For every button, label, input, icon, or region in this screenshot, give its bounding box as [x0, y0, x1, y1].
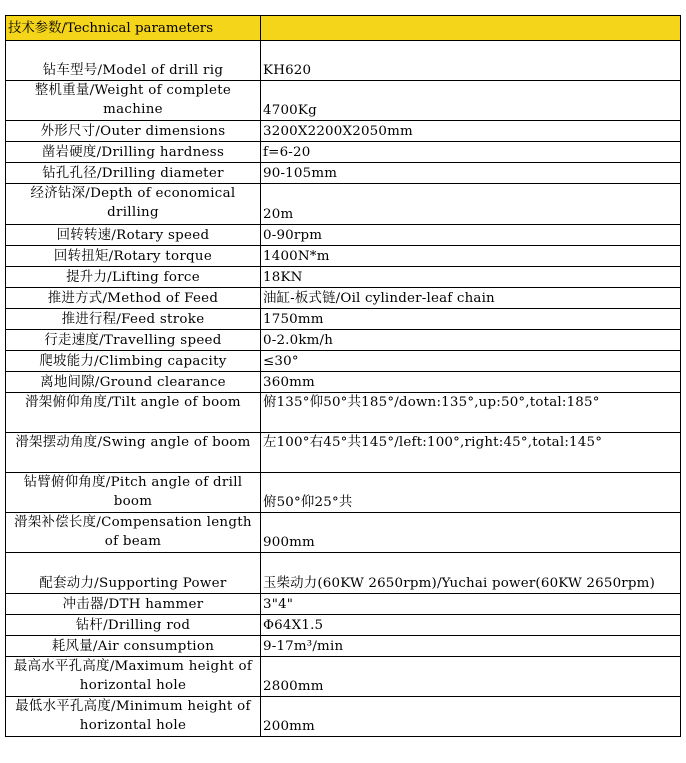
parameter-label: 冲击器/DTH hammer	[6, 594, 261, 615]
parameter-value: Φ64X1.5	[261, 615, 681, 636]
table-row	[6, 393, 681, 433]
parameter-value: 1750mm	[261, 309, 681, 330]
table-row	[6, 433, 681, 473]
parameter-label: 提升力/Lifting force	[6, 267, 261, 288]
table-header-filler	[261, 16, 681, 41]
parameter-value: 玉柴动力(60KW 2650rpm)/Yuchai power(60KW 2650rpm)	[261, 553, 681, 594]
parameter-value: 200mm	[261, 697, 681, 737]
parameter-label: 推进方式/Method of Feed	[6, 288, 261, 309]
parameter-label: 钻车型号/Model of drill rig	[6, 41, 261, 81]
parameter-label: 滑架俯仰角度/Tilt angle of boom	[6, 393, 261, 433]
table-row	[6, 163, 681, 184]
table-row	[6, 309, 681, 330]
table-row	[6, 513, 681, 553]
parameter-label: 离地间隙/Ground clearance	[6, 372, 261, 393]
parameter-label: 外形尺寸/Outer dimensions	[6, 121, 261, 142]
parameter-value: 4700Kg	[261, 81, 681, 121]
parameter-value: 左100°右45°共145°/left:100°,right:45°,total:145°	[261, 433, 681, 473]
table-row	[6, 288, 681, 309]
parameter-value: 0-90rpm	[261, 225, 681, 246]
parameter-value: 1400N*m	[261, 246, 681, 267]
parameter-value: 3200X2200X2050mm	[261, 121, 681, 142]
table-row	[6, 225, 681, 246]
table-header-title: 技术参数/Technical parameters	[6, 16, 261, 41]
parameter-label: 钻孔孔径/Drilling diameter	[6, 163, 261, 184]
parameter-value: 20m	[261, 184, 681, 225]
table-header-row	[6, 16, 681, 41]
parameter-value: ≤30°	[261, 351, 681, 372]
parameter-value: 俯135°仰50°共185°/down:135°,up:50°,total:185°	[261, 393, 681, 433]
parameter-label: 最低水平孔高度/Minimum height of horizontal hole	[6, 697, 261, 737]
table-row	[6, 81, 681, 121]
parameter-value: 2800mm	[261, 657, 681, 697]
parameter-label: 经济钻深/Depth of economical drilling	[6, 184, 261, 225]
parameter-value: 3"4"	[261, 594, 681, 615]
table-row	[6, 473, 681, 513]
table-row	[6, 594, 681, 615]
parameter-label: 钻臂俯仰角度/Pitch angle of drill boom	[6, 473, 261, 513]
table-row	[6, 121, 681, 142]
parameter-value: 900mm	[261, 513, 681, 553]
parameter-label: 耗风量/Air consumption	[6, 636, 261, 657]
parameter-value: 360mm	[261, 372, 681, 393]
parameter-label: 配套动力/Supporting Power	[6, 553, 261, 594]
parameter-label: 整机重量/Weight of complete machine	[6, 81, 261, 121]
table-row	[6, 267, 681, 288]
table-row	[6, 351, 681, 372]
parameter-label: 钻杆/Drilling rod	[6, 615, 261, 636]
parameter-value: f=6-20	[261, 142, 681, 163]
parameter-label: 爬坡能力/Climbing capacity	[6, 351, 261, 372]
parameter-label: 行走速度/Travelling speed	[6, 330, 261, 351]
table-row	[6, 330, 681, 351]
table-row	[6, 636, 681, 657]
parameter-value: 俯50°仰25°共	[261, 473, 681, 513]
table-row	[6, 372, 681, 393]
parameter-label: 滑架补偿长度/Compensation length of beam	[6, 513, 261, 553]
table-row	[6, 246, 681, 267]
parameter-label: 推进行程/Feed stroke	[6, 309, 261, 330]
parameter-value: 90-105mm	[261, 163, 681, 184]
technical-parameters-table	[5, 15, 681, 737]
table-row	[6, 553, 681, 594]
parameter-value: KH620	[261, 41, 681, 81]
table-row	[6, 657, 681, 697]
parameter-value: 9-17m³/min	[261, 636, 681, 657]
table-row	[6, 41, 681, 81]
parameter-value: 18KN	[261, 267, 681, 288]
parameter-label: 回转转速/Rotary speed	[6, 225, 261, 246]
parameter-label: 最高水平孔高度/Maximum height of horizontal hole	[6, 657, 261, 697]
parameter-value: 0-2.0km/h	[261, 330, 681, 351]
table-row	[6, 184, 681, 225]
parameter-value: 油缸-板式链/Oil cylinder-leaf chain	[261, 288, 681, 309]
parameter-label: 凿岩硬度/Drilling hardness	[6, 142, 261, 163]
table-row	[6, 615, 681, 636]
table-row	[6, 142, 681, 163]
parameter-label: 滑架摆动角度/Swing angle of boom	[6, 433, 261, 473]
table-row	[6, 697, 681, 737]
parameter-label: 回转扭矩/Rotary torque	[6, 246, 261, 267]
